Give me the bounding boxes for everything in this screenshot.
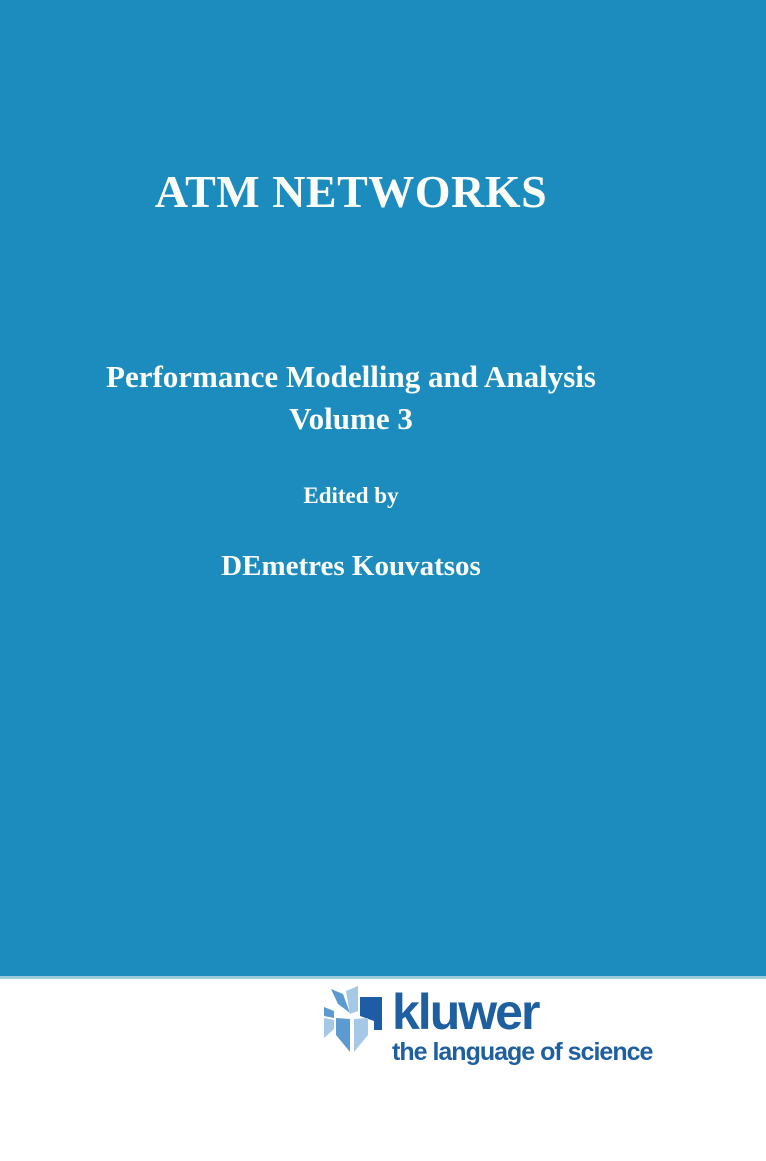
- publisher-logo-text: [392, 984, 653, 1066]
- publisher-name: kluwer: [392, 984, 539, 1040]
- publisher-strip: [0, 979, 766, 1161]
- subtitle-line-2: Volume 3: [289, 401, 413, 436]
- kluwer-flower-icon: [323, 985, 386, 1057]
- book-title: ATM NETWORKS: [154, 166, 548, 217]
- edited-by-label: Edited by: [303, 483, 399, 508]
- book-subtitle: [0, 356, 702, 440]
- subtitle-line-1: Performance Modelling and Analysis: [106, 359, 596, 394]
- publisher-tagline: the language of science: [392, 1038, 653, 1066]
- editor-name: DEmetres Kouvatsos: [221, 550, 481, 582]
